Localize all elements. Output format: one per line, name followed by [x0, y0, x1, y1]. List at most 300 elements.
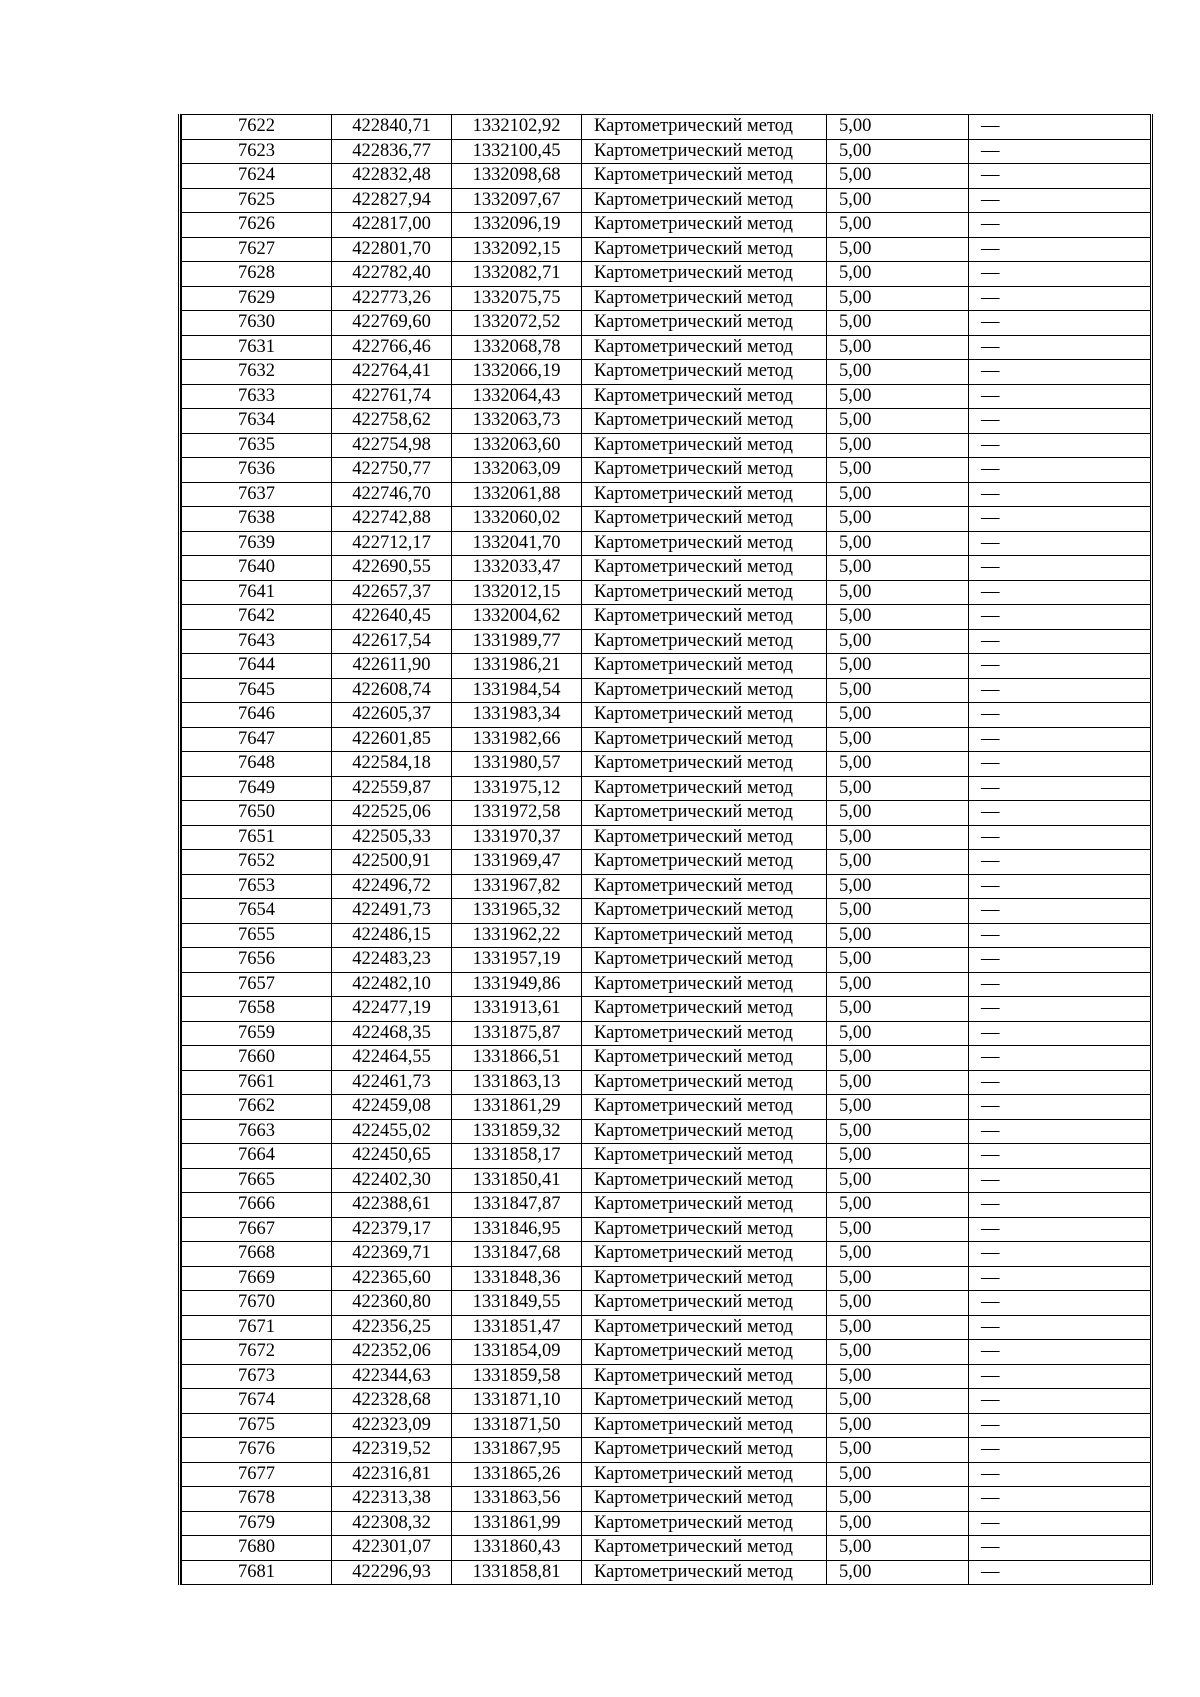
note-cell: —	[969, 1315, 1151, 1340]
accuracy-cell: 5,00	[827, 1364, 969, 1389]
coordinate-x-cell: 422402,30	[332, 1168, 452, 1193]
coordinate-y-cell: 1332012,15	[452, 580, 582, 605]
note-cell: —	[969, 1340, 1151, 1365]
method-cell: Картометрический метод	[582, 1217, 827, 1242]
table-row	[182, 1242, 1151, 1267]
accuracy-cell: 5,00	[827, 850, 969, 875]
method-cell: Картометрический метод	[582, 384, 827, 409]
coordinate-y-cell: 1332041,70	[452, 531, 582, 556]
coordinate-y-cell: 1332060,02	[452, 507, 582, 532]
table-row	[182, 556, 1151, 581]
table-row	[182, 433, 1151, 458]
accuracy-cell: 5,00	[827, 1340, 969, 1365]
table-row	[182, 629, 1151, 654]
coordinate-x-cell: 422308,32	[332, 1511, 452, 1536]
point-number-cell: 7673	[182, 1364, 332, 1389]
method-cell: Картометрический метод	[582, 1119, 827, 1144]
note-cell: —	[969, 507, 1151, 532]
accuracy-cell: 5,00	[827, 458, 969, 483]
note-cell: —	[969, 1536, 1151, 1561]
coordinate-y-cell: 1331863,56	[452, 1487, 582, 1512]
table-row	[182, 1487, 1151, 1512]
accuracy-cell: 5,00	[827, 482, 969, 507]
accuracy-cell: 5,00	[827, 678, 969, 703]
point-number-cell: 7680	[182, 1536, 332, 1561]
coordinate-x-cell: 422742,88	[332, 507, 452, 532]
point-number-cell: 7642	[182, 605, 332, 630]
method-cell: Картометрический метод	[582, 409, 827, 434]
accuracy-cell: 5,00	[827, 531, 969, 556]
accuracy-cell: 5,00	[827, 703, 969, 728]
note-cell: —	[969, 1364, 1151, 1389]
coordinate-x-cell: 422483,23	[332, 948, 452, 973]
coordinate-y-cell: 1331865,26	[452, 1462, 582, 1487]
point-number-cell: 7622	[182, 115, 332, 140]
accuracy-cell: 5,00	[827, 1070, 969, 1095]
coordinate-y-cell: 1332063,09	[452, 458, 582, 483]
table-row	[182, 654, 1151, 679]
point-number-cell: 7653	[182, 874, 332, 899]
note-cell: —	[969, 139, 1151, 164]
coordinate-x-cell: 422477,19	[332, 997, 452, 1022]
coordinate-y-cell: 1332061,88	[452, 482, 582, 507]
coordinate-x-cell: 422761,74	[332, 384, 452, 409]
accuracy-cell: 5,00	[827, 776, 969, 801]
coordinate-y-cell: 1331989,77	[452, 629, 582, 654]
coordinate-x-cell: 422319,52	[332, 1438, 452, 1463]
note-cell: —	[969, 654, 1151, 679]
coordinate-y-cell: 1331851,47	[452, 1315, 582, 1340]
coordinate-x-cell: 422766,46	[332, 335, 452, 360]
coordinate-x-cell: 422344,63	[332, 1364, 452, 1389]
table-row	[182, 1144, 1151, 1169]
point-number-cell: 7637	[182, 482, 332, 507]
coordinate-y-cell: 1332096,19	[452, 213, 582, 238]
coordinate-x-cell: 422801,70	[332, 237, 452, 262]
table-row	[182, 458, 1151, 483]
accuracy-cell: 5,00	[827, 899, 969, 924]
coordinate-y-cell: 1331847,87	[452, 1193, 582, 1218]
coordinate-y-cell: 1332004,62	[452, 605, 582, 630]
point-number-cell: 7648	[182, 752, 332, 777]
coordinate-y-cell: 1331957,19	[452, 948, 582, 973]
coordinate-x-cell: 422584,18	[332, 752, 452, 777]
point-number-cell: 7630	[182, 311, 332, 336]
coordinate-x-cell: 422769,60	[332, 311, 452, 336]
note-cell: —	[969, 1487, 1151, 1512]
coordinate-x-cell: 422328,68	[332, 1389, 452, 1414]
coordinate-x-cell: 422379,17	[332, 1217, 452, 1242]
coordinate-x-cell: 422608,74	[332, 678, 452, 703]
method-cell: Картометрический метод	[582, 703, 827, 728]
accuracy-cell: 5,00	[827, 384, 969, 409]
coordinate-y-cell: 1331983,34	[452, 703, 582, 728]
coordinate-y-cell: 1331975,12	[452, 776, 582, 801]
point-number-cell: 7631	[182, 335, 332, 360]
point-number-cell: 7663	[182, 1119, 332, 1144]
coordinate-x-cell: 422323,09	[332, 1413, 452, 1438]
accuracy-cell: 5,00	[827, 1536, 969, 1561]
method-cell: Картометрический метод	[582, 1487, 827, 1512]
point-number-cell: 7665	[182, 1168, 332, 1193]
note-cell: —	[969, 678, 1151, 703]
accuracy-cell: 5,00	[827, 262, 969, 287]
table-row	[182, 1021, 1151, 1046]
table-row	[182, 899, 1151, 924]
method-cell: Картометрический метод	[582, 1462, 827, 1487]
note-cell: —	[969, 1144, 1151, 1169]
coordinate-x-cell: 422754,98	[332, 433, 452, 458]
point-number-cell: 7672	[182, 1340, 332, 1365]
coordinate-y-cell: 1332072,52	[452, 311, 582, 336]
table-row	[182, 1438, 1151, 1463]
method-cell: Картометрический метод	[582, 507, 827, 532]
table-row	[182, 678, 1151, 703]
table-row	[182, 1511, 1151, 1536]
coordinate-x-cell: 422455,02	[332, 1119, 452, 1144]
coordinate-x-cell: 422360,80	[332, 1291, 452, 1316]
table-row	[182, 1389, 1151, 1414]
point-number-cell: 7670	[182, 1291, 332, 1316]
coordinate-y-cell: 1331982,66	[452, 727, 582, 752]
accuracy-cell: 5,00	[827, 286, 969, 311]
method-cell: Картометрический метод	[582, 580, 827, 605]
coordinate-y-cell: 1332102,92	[452, 115, 582, 140]
coordinate-x-cell: 422712,17	[332, 531, 452, 556]
note-cell: —	[969, 629, 1151, 654]
coordinate-y-cell: 1331969,47	[452, 850, 582, 875]
coordinate-x-cell: 422617,54	[332, 629, 452, 654]
point-number-cell: 7647	[182, 727, 332, 752]
method-cell: Картометрический метод	[582, 1021, 827, 1046]
coordinate-y-cell: 1331984,54	[452, 678, 582, 703]
accuracy-cell: 5,00	[827, 1217, 969, 1242]
point-number-cell: 7643	[182, 629, 332, 654]
coordinate-x-cell: 422746,70	[332, 482, 452, 507]
method-cell: Картометрический метод	[582, 752, 827, 777]
point-number-cell: 7656	[182, 948, 332, 973]
coordinate-y-cell: 1331965,32	[452, 899, 582, 924]
accuracy-cell: 5,00	[827, 115, 969, 140]
method-cell: Картометрический метод	[582, 286, 827, 311]
table-row	[182, 605, 1151, 630]
method-cell: Картометрический метод	[582, 874, 827, 899]
coordinate-y-cell: 1332064,43	[452, 384, 582, 409]
point-number-cell: 7681	[182, 1560, 332, 1585]
method-cell: Картометрический метод	[582, 1438, 827, 1463]
method-cell: Картометрический метод	[582, 850, 827, 875]
table-row	[182, 801, 1151, 826]
coordinate-y-cell: 1332063,73	[452, 409, 582, 434]
accuracy-cell: 5,00	[827, 1291, 969, 1316]
coordinate-y-cell: 1332033,47	[452, 556, 582, 581]
coordinate-x-cell: 422461,73	[332, 1070, 452, 1095]
accuracy-cell: 5,00	[827, 1144, 969, 1169]
point-number-cell: 7666	[182, 1193, 332, 1218]
table-row	[182, 237, 1151, 262]
accuracy-cell: 5,00	[827, 311, 969, 336]
point-number-cell: 7676	[182, 1438, 332, 1463]
point-number-cell: 7662	[182, 1095, 332, 1120]
accuracy-cell: 5,00	[827, 164, 969, 189]
point-number-cell: 7632	[182, 360, 332, 385]
coordinate-y-cell: 1332075,75	[452, 286, 582, 311]
table-row	[182, 1168, 1151, 1193]
accuracy-cell: 5,00	[827, 605, 969, 630]
accuracy-cell: 5,00	[827, 654, 969, 679]
coordinate-y-cell: 1332063,60	[452, 433, 582, 458]
note-cell: —	[969, 335, 1151, 360]
method-cell: Картометрический метод	[582, 1242, 827, 1267]
note-cell: —	[969, 801, 1151, 826]
coordinate-x-cell: 422316,81	[332, 1462, 452, 1487]
coordinate-x-cell: 422496,72	[332, 874, 452, 899]
method-cell: Картометрический метод	[582, 188, 827, 213]
point-number-cell: 7626	[182, 213, 332, 238]
accuracy-cell: 5,00	[827, 752, 969, 777]
method-cell: Картометрический метод	[582, 433, 827, 458]
point-number-cell: 7624	[182, 164, 332, 189]
point-number-cell: 7657	[182, 972, 332, 997]
coordinate-x-cell: 422605,37	[332, 703, 452, 728]
accuracy-cell: 5,00	[827, 139, 969, 164]
note-cell: —	[969, 752, 1151, 777]
coordinate-y-cell: 1331859,32	[452, 1119, 582, 1144]
accuracy-cell: 5,00	[827, 507, 969, 532]
note-cell: —	[969, 997, 1151, 1022]
point-number-cell: 7636	[182, 458, 332, 483]
point-number-cell: 7628	[182, 262, 332, 287]
accuracy-cell: 5,00	[827, 1021, 969, 1046]
table-row	[182, 384, 1151, 409]
note-cell: —	[969, 1438, 1151, 1463]
table-row	[182, 1340, 1151, 1365]
method-cell: Картометрический метод	[582, 531, 827, 556]
table-row	[182, 1046, 1151, 1071]
coordinate-x-cell: 422758,62	[332, 409, 452, 434]
coordinate-y-cell: 1331871,50	[452, 1413, 582, 1438]
coordinate-y-cell: 1331866,51	[452, 1046, 582, 1071]
note-cell: —	[969, 1193, 1151, 1218]
point-number-cell: 7675	[182, 1413, 332, 1438]
method-cell: Картометрический метод	[582, 1389, 827, 1414]
coordinate-x-cell: 422827,94	[332, 188, 452, 213]
accuracy-cell: 5,00	[827, 1046, 969, 1071]
coordinate-x-cell: 422764,41	[332, 360, 452, 385]
coordinate-x-cell: 422817,00	[332, 213, 452, 238]
table-row	[182, 1217, 1151, 1242]
note-cell: —	[969, 776, 1151, 801]
method-cell: Картометрический метод	[582, 1046, 827, 1071]
coordinate-y-cell: 1332100,45	[452, 139, 582, 164]
coordinate-x-cell: 422464,55	[332, 1046, 452, 1071]
note-cell: —	[969, 1242, 1151, 1267]
method-cell: Картометрический метод	[582, 139, 827, 164]
accuracy-cell: 5,00	[827, 213, 969, 238]
coordinate-x-cell: 422782,40	[332, 262, 452, 287]
method-cell: Картометрический метод	[582, 482, 827, 507]
coordinate-y-cell: 1331949,86	[452, 972, 582, 997]
table-row	[182, 997, 1151, 1022]
table-row	[182, 213, 1151, 238]
point-number-cell: 7664	[182, 1144, 332, 1169]
coordinate-y-cell: 1331867,95	[452, 1438, 582, 1463]
coordinate-y-cell: 1331875,87	[452, 1021, 582, 1046]
point-number-cell: 7646	[182, 703, 332, 728]
coordinate-y-cell: 1331861,99	[452, 1511, 582, 1536]
method-cell: Картометрический метод	[582, 727, 827, 752]
coordinate-y-cell: 1331847,68	[452, 1242, 582, 1267]
note-cell: —	[969, 237, 1151, 262]
table-row	[182, 1364, 1151, 1389]
method-cell: Картометрический метод	[582, 654, 827, 679]
table-row	[182, 1413, 1151, 1438]
coordinate-y-cell: 1331854,09	[452, 1340, 582, 1365]
coordinate-y-cell: 1332098,68	[452, 164, 582, 189]
coordinate-y-cell: 1331858,17	[452, 1144, 582, 1169]
coordinate-y-cell: 1331967,82	[452, 874, 582, 899]
table-row	[182, 1070, 1151, 1095]
note-cell: —	[969, 899, 1151, 924]
table-row	[182, 825, 1151, 850]
method-cell: Картометрический метод	[582, 1315, 827, 1340]
coordinate-y-cell: 1331848,36	[452, 1266, 582, 1291]
table-row	[182, 360, 1151, 385]
point-number-cell: 7658	[182, 997, 332, 1022]
table-row	[182, 335, 1151, 360]
method-cell: Картометрический метод	[582, 237, 827, 262]
coordinate-x-cell: 422296,93	[332, 1560, 452, 1585]
coordinate-y-cell: 1331970,37	[452, 825, 582, 850]
table-row	[182, 482, 1151, 507]
accuracy-cell: 5,00	[827, 433, 969, 458]
coordinate-y-cell: 1331972,58	[452, 801, 582, 826]
note-cell: —	[969, 1266, 1151, 1291]
accuracy-cell: 5,00	[827, 1095, 969, 1120]
accuracy-cell: 5,00	[827, 972, 969, 997]
table-row	[182, 409, 1151, 434]
table-row	[182, 850, 1151, 875]
table-row	[182, 948, 1151, 973]
table-row	[182, 1536, 1151, 1561]
accuracy-cell: 5,00	[827, 580, 969, 605]
coordinate-y-cell: 1331986,21	[452, 654, 582, 679]
method-cell: Картометрический метод	[582, 678, 827, 703]
note-cell: —	[969, 458, 1151, 483]
table-row	[182, 286, 1151, 311]
method-cell: Картометрический метод	[582, 629, 827, 654]
note-cell: —	[969, 850, 1151, 875]
point-number-cell: 7641	[182, 580, 332, 605]
accuracy-cell: 5,00	[827, 1193, 969, 1218]
coordinate-x-cell: 422482,10	[332, 972, 452, 997]
coordinate-x-cell: 422611,90	[332, 654, 452, 679]
point-number-cell: 7644	[182, 654, 332, 679]
table-row	[182, 727, 1151, 752]
method-cell: Картометрический метод	[582, 1536, 827, 1561]
table-row	[182, 262, 1151, 287]
accuracy-cell: 5,00	[827, 825, 969, 850]
point-number-cell: 7627	[182, 237, 332, 262]
table-row	[182, 507, 1151, 532]
point-number-cell: 7659	[182, 1021, 332, 1046]
coordinate-x-cell: 422836,77	[332, 139, 452, 164]
note-cell: —	[969, 1389, 1151, 1414]
note-cell: —	[969, 164, 1151, 189]
coordinate-y-cell: 1332068,78	[452, 335, 582, 360]
method-cell: Картометрический метод	[582, 164, 827, 189]
point-number-cell: 7661	[182, 1070, 332, 1095]
coordinate-y-cell: 1331962,22	[452, 923, 582, 948]
coordinate-y-cell: 1331913,61	[452, 997, 582, 1022]
accuracy-cell: 5,00	[827, 1511, 969, 1536]
note-cell: —	[969, 384, 1151, 409]
note-cell: —	[969, 727, 1151, 752]
method-cell: Картометрический метод	[582, 1511, 827, 1536]
note-cell: —	[969, 1021, 1151, 1046]
point-number-cell: 7650	[182, 801, 332, 826]
method-cell: Картометрический метод	[582, 1193, 827, 1218]
point-number-cell: 7640	[182, 556, 332, 581]
accuracy-cell: 5,00	[827, 1242, 969, 1267]
coordinate-x-cell: 422352,06	[332, 1340, 452, 1365]
accuracy-cell: 5,00	[827, 801, 969, 826]
method-cell: Картометрический метод	[582, 1340, 827, 1365]
point-number-cell: 7623	[182, 139, 332, 164]
table-row	[182, 923, 1151, 948]
point-number-cell: 7655	[182, 923, 332, 948]
note-cell: —	[969, 188, 1151, 213]
table-body	[182, 115, 1151, 1585]
coordinate-y-cell: 1331980,57	[452, 752, 582, 777]
coordinate-x-cell: 422486,15	[332, 923, 452, 948]
coordinate-x-cell: 422640,45	[332, 605, 452, 630]
point-number-cell: 7652	[182, 850, 332, 875]
note-cell: —	[969, 1095, 1151, 1120]
method-cell: Картометрический метод	[582, 605, 827, 630]
note-cell: —	[969, 1217, 1151, 1242]
coordinate-x-cell: 422459,08	[332, 1095, 452, 1120]
table-row	[182, 1266, 1151, 1291]
accuracy-cell: 5,00	[827, 335, 969, 360]
method-cell: Картометрический метод	[582, 801, 827, 826]
table-row	[182, 311, 1151, 336]
method-cell: Картометрический метод	[582, 1070, 827, 1095]
note-cell: —	[969, 286, 1151, 311]
table-row	[182, 752, 1151, 777]
table-row	[182, 580, 1151, 605]
coordinate-x-cell: 422450,65	[332, 1144, 452, 1169]
accuracy-cell: 5,00	[827, 1389, 969, 1414]
point-number-cell: 7633	[182, 384, 332, 409]
note-cell: —	[969, 409, 1151, 434]
accuracy-cell: 5,00	[827, 923, 969, 948]
table-row	[182, 164, 1151, 189]
table-row	[182, 1560, 1151, 1585]
method-cell: Картометрический метод	[582, 1144, 827, 1169]
table-row	[182, 776, 1151, 801]
point-number-cell: 7669	[182, 1266, 332, 1291]
note-cell: —	[969, 1413, 1151, 1438]
method-cell: Картометрический метод	[582, 213, 827, 238]
coordinate-x-cell: 422559,87	[332, 776, 452, 801]
note-cell: —	[969, 311, 1151, 336]
method-cell: Картометрический метод	[582, 776, 827, 801]
accuracy-cell: 5,00	[827, 1413, 969, 1438]
coordinate-x-cell: 422468,35	[332, 1021, 452, 1046]
point-number-cell: 7625	[182, 188, 332, 213]
coordinate-y-cell: 1331858,81	[452, 1560, 582, 1585]
